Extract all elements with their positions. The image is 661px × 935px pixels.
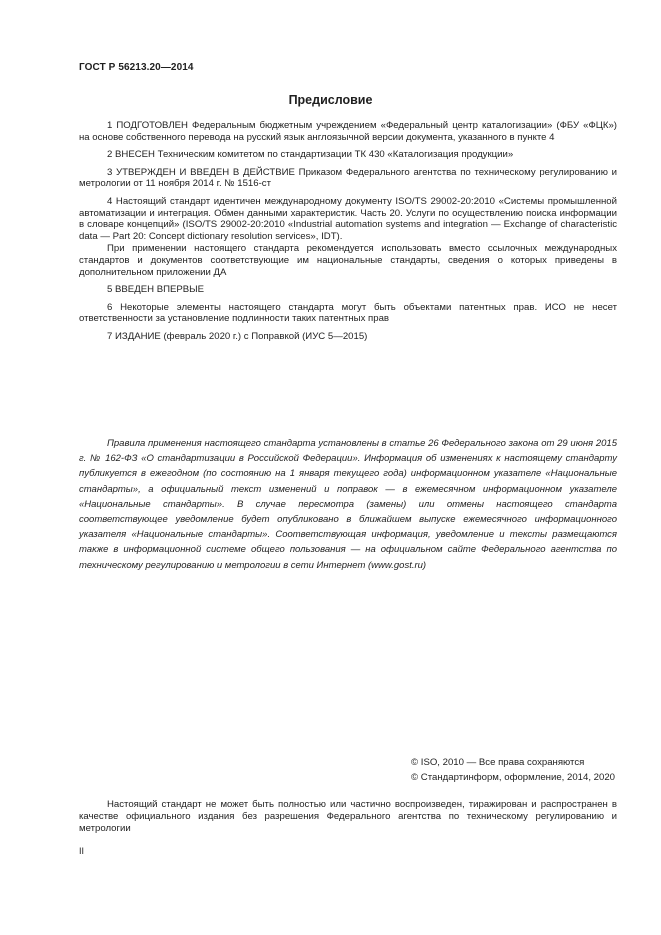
foreword-item-4: 4 Настоящий стандарт идентичен международному документу ISO/TS 29002-20:2010 «Системы промышленной автоматизации и интеграция. Обмен данными характеристик. Часть 20. Услуги по осуществлению поиска информации в словаре концепций» (ISO/TS 29002-20:2010 «Industrial automation systems and integration — Exchange of characteristic data — Part 20: Concept dictionary resolution services», IDT). [79,195,617,242]
document-code: ГОСТ Р 56213.20—2014 [79,62,194,73]
copyright-iso: © ISO, 2010 — Все права сохраняются [411,757,585,768]
foreword-item-5: 5 ВВЕДЕН ВПЕРВЫЕ [107,284,205,296]
page-title: Предисловие [288,93,373,107]
foreword-items [79,120,617,349]
legal-notice [79,436,617,573]
foreword-item-1: 1 ПОДГОТОВЛЕН Федеральным бюджетным учреждением «Федеральный центр каталогизации» (ФБУ «ФЦК») на основе собственного перевода на русский язык англоязычной версии документа, указанного в пункте 4 [79,120,617,143]
copyright-standartinform: © Стандартинформ, оформление, 2014, 2020 [411,771,615,783]
foreword-item-2: 2 ВНЕСЕН Техническим комитетом по стандартизации ТК 430 «Каталогизация продукции» [107,149,514,161]
reproduction-notice-text: Настоящий стандарт не может быть полностью или частично воспроизведен, тиражирован и распространен в качестве официального издания без разрешения Федерального агентства по техническому регулированию и метрологии [79,799,617,834]
foreword-item-3: 3 УТВЕРЖДЕН И ВВЕДЕН В ДЕЙСТВИЕ Приказом Федерального агентства по техническому регулированию и метрологии от 11 ноября 2014 г. № 1516-ст [79,166,617,190]
foreword-item-7: 7 ИЗДАНИЕ (февраль 2020 г.) с Поправкой (ИУС 5—2015) [107,330,368,342]
foreword-item-4-note: При применении настоящего стандарта рекомендуется использовать вместо ссылочных международных стандартов и документов соответствующие им национальные стандарты, сведения о которых приведены в дополнительном приложении ДА [79,243,617,278]
reproduction-notice [79,799,617,835]
legal-notice-text: Правила применения настоящего стандарта установлены в статье 26 Федерального закона от 29 июня 2015 г. № 162-ФЗ «О стандартизации в Российской Федерации». Информация об изменениях к настоящему стандарту публикуется в ежегодном (по состоянию на 1 января текущего года) информационном указателе «Национальные стандарты», а официальный текст изменений и поправок — в ежемесячном информационном указателе «Национальные стандарты». В случае пересмотра (замены) или отмены настоящего стандарта соответствующее уведомление будет опубликовано в ближайшем выпуске ежемесячного информационного указателя «Национальные стандарты». Соответствующая информация, уведомление и тексты размещаются также в информационной системе общего пользования — на официальном сайте Федерального агентства по техническому регулированию и метрологии в сети Интернет (www.gost.ru) [79,438,617,571]
copyright-block [411,756,615,785]
foreword-item-6: 6 Некоторые элементы настоящего стандарта могут быть объектами патентных прав. ИСО не несет ответственности за установление подлинности таких патентных прав [79,301,617,325]
page-number: II [79,846,85,856]
